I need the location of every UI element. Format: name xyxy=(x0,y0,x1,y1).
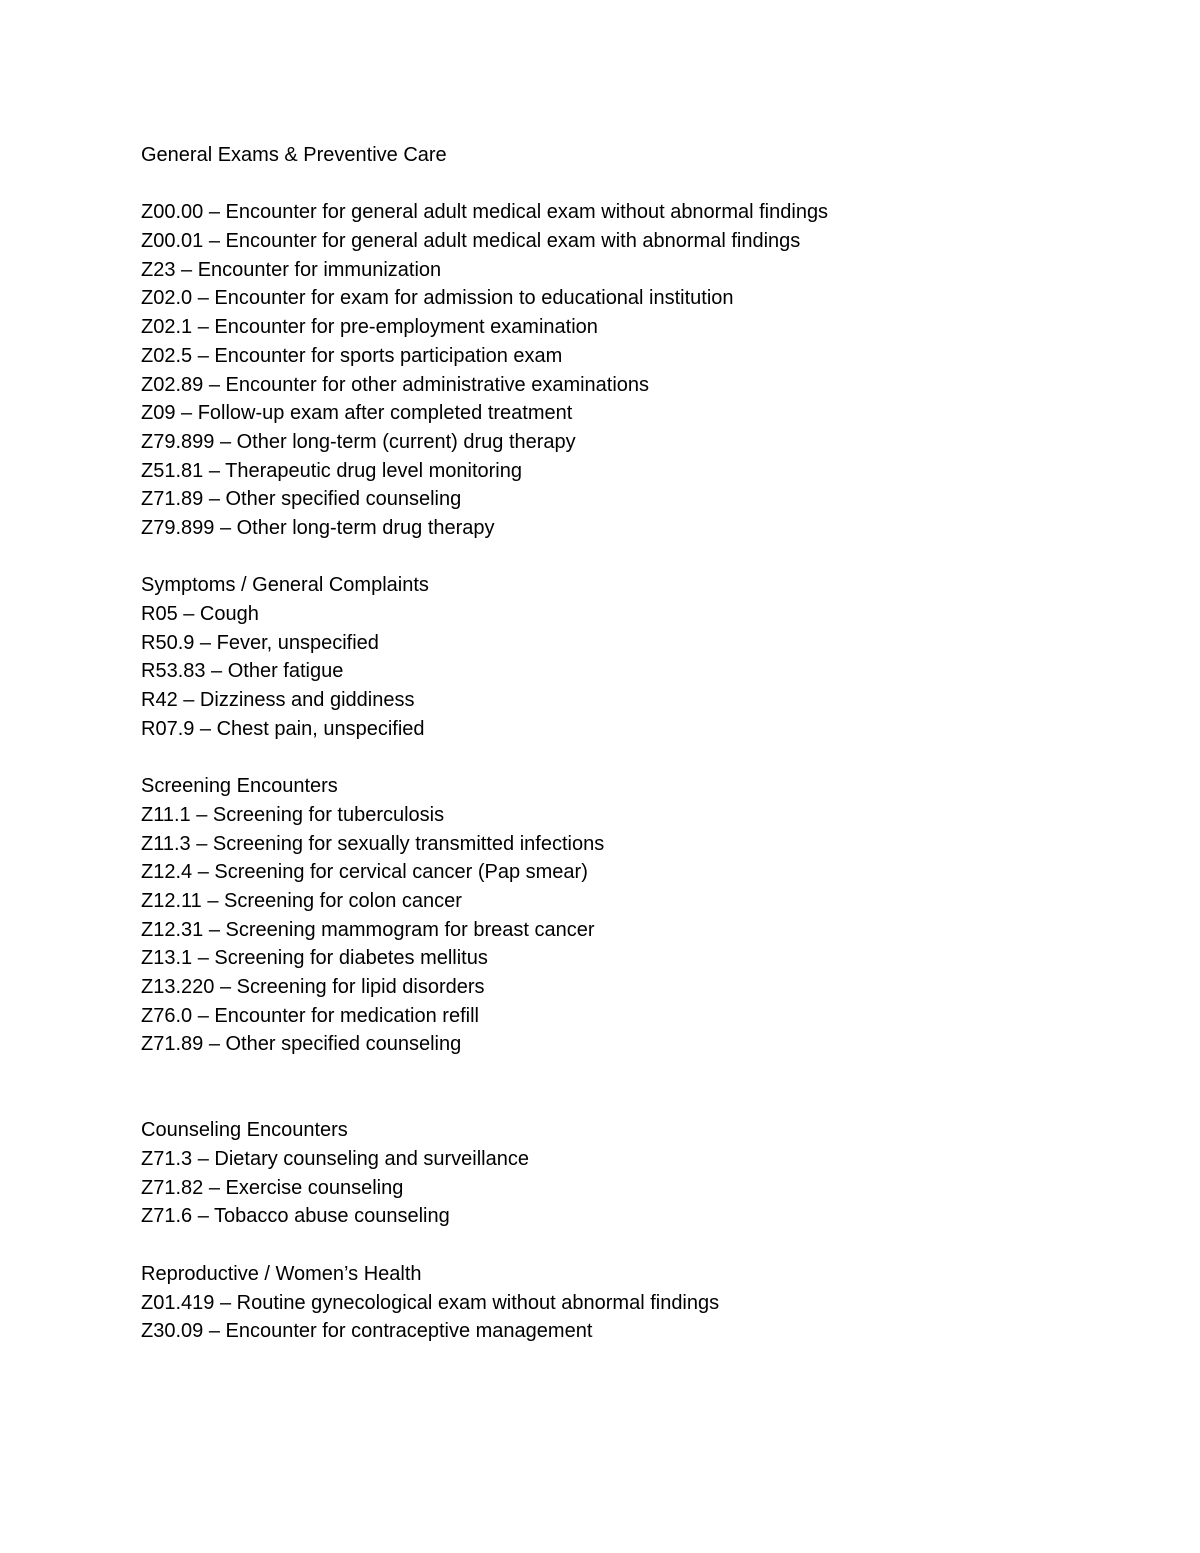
list-item: R42 – Dizziness and giddiness xyxy=(141,689,415,712)
blank-line xyxy=(141,1231,1101,1260)
list-item: Z71.6 – Tobacco abuse counseling xyxy=(141,1205,450,1228)
list-item: Z79.899 – Other long-term drug therapy xyxy=(141,516,495,539)
list-item: Z13.1 – Screening for diabetes mellitus xyxy=(141,947,488,970)
list-item: R50.9 – Fever, unspecified xyxy=(141,631,379,654)
list-item: Z00.01 – Encounter for general adult medical exam with abnormal findings xyxy=(141,230,801,253)
section-heading-screening: Screening Encounters xyxy=(141,775,338,798)
list-item: Z71.89 – Other specified counseling xyxy=(141,1033,462,1056)
section-heading-symptoms: Symptoms / General Complaints xyxy=(141,574,429,597)
list-item: Z02.1 – Encounter for pre-employment examination xyxy=(141,316,598,339)
list-item: Z79.899 – Other long-term (current) drug therapy xyxy=(141,430,576,453)
list-item: Z02.5 – Encounter for sports participation exam xyxy=(141,344,563,367)
document-body xyxy=(141,141,1101,1346)
list-item: Z71.3 – Dietary counseling and surveillance xyxy=(141,1148,529,1171)
list-item: Z71.89 – Other specified counseling xyxy=(141,488,462,511)
list-item: Z71.82 – Exercise counseling xyxy=(141,1176,404,1199)
list-item: Z11.3 – Screening for sexually transmitted infections xyxy=(141,832,605,855)
list-item: Z23 – Encounter for immunization xyxy=(141,258,442,281)
blank-line xyxy=(141,1088,1101,1117)
section-heading-general-exams: General Exams & Preventive Care xyxy=(141,144,447,166)
list-item: R53.83 – Other fatigue xyxy=(141,660,344,683)
list-item: Z12.4 – Screening for cervical cancer (Pap smear) xyxy=(141,861,588,884)
blank-line xyxy=(141,170,1101,199)
list-item: Z09 – Follow-up exam after completed treatment xyxy=(141,402,573,425)
list-item: Z12.11 – Screening for colon cancer xyxy=(141,889,462,912)
list-item: Z00.00 – Encounter for general adult medical exam without abnormal findings xyxy=(141,201,829,224)
list-item: Z76.0 – Encounter for medication refill xyxy=(141,1004,479,1027)
blank-line xyxy=(141,743,1101,772)
list-item: Z12.31 – Screening mammogram for breast cancer xyxy=(141,918,595,941)
list-item: Z51.81 – Therapeutic drug level monitoring xyxy=(141,459,522,482)
list-item: Z02.89 – Encounter for other administrative examinations xyxy=(141,373,650,396)
section-heading-reproductive: Reproductive / Women’s Health xyxy=(141,1262,422,1285)
list-item: Z01.419 – Routine gynecological exam without abnormal findings xyxy=(141,1291,720,1314)
list-item: Z02.0 – Encounter for exam for admission to educational institution xyxy=(141,287,734,310)
list-item: R05 – Cough xyxy=(141,603,259,625)
blank-line xyxy=(141,1059,1101,1088)
blank-line xyxy=(141,543,1101,572)
list-item: Z30.09 – Encounter for contraceptive management xyxy=(141,1320,593,1343)
section-heading-counseling: Counseling Encounters xyxy=(141,1119,348,1142)
list-item: Z13.220 – Screening for lipid disorders xyxy=(141,975,485,998)
list-item: R07.9 – Chest pain, unspecified xyxy=(141,717,425,740)
list-item: Z11.1 – Screening for tuberculosis xyxy=(141,803,445,826)
